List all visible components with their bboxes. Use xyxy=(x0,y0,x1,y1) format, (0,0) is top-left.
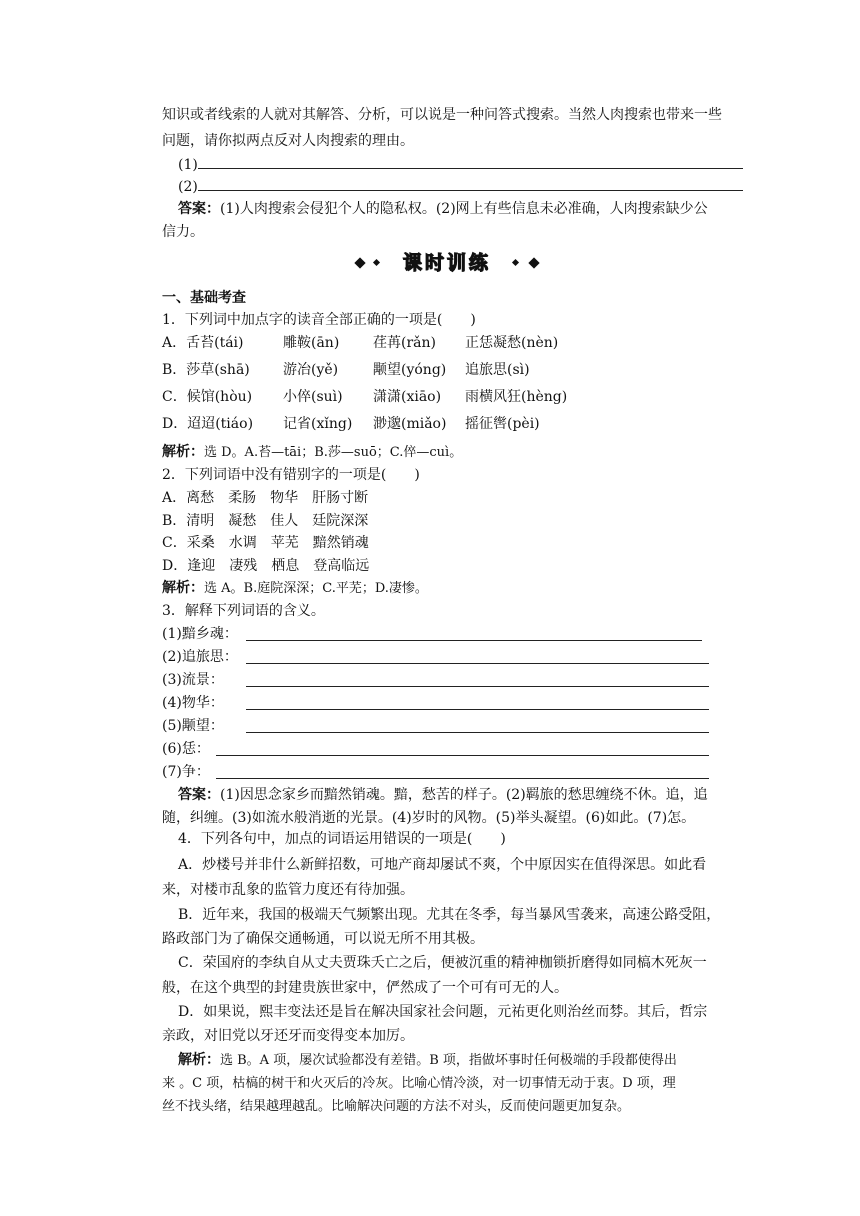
q4-analysis-line-2: 来 。C 项，枯槁的树干和火灭后的冷灰。比喻心情冷淡，对一切事情无动于衷。D 项，理 xyxy=(162,1076,676,1091)
q2-option-d: D．逢迎 凄残 栖息 登高临远 xyxy=(162,558,370,574)
q3-item-2: (2)追旅思： xyxy=(162,647,238,667)
q4-option-d-line-1: D．如果说，熙丰变法还是旨在解决国家社会问题，元祐更化则治丝而棼。其后，哲宗 xyxy=(178,1004,708,1020)
q1-analysis: 解析：选 D。A.苔—tāi；B.莎—suō；C.倅—cuì。 xyxy=(162,444,463,460)
q4-option-b-line-2: 路政部门为了确保交通畅通，可以说无所不用其极。 xyxy=(162,931,484,947)
q4-option-c-line-1: C．荣国府的李纨自从丈夫贾珠夭亡之后，便被沉重的精神枷锁折磨得如同槁木死灰一 xyxy=(178,955,707,971)
q3-answer-line-1: 答案：(1)因思念家乡而黯然销魂。黯，愁苦的样子。(2)羁旅的愁思缠绕不休。追，追 xyxy=(178,787,708,803)
q2-stem: 2．下列词语中没有错别字的一项是( ) xyxy=(162,467,420,483)
intro-answer-line-1: 答案：(1)人肉搜索会侵犯个人的隐私权。(2)网上有些信息未必准确，人肉搜索缺少公 xyxy=(178,201,708,217)
q3-item-5: (5)颙望： xyxy=(162,716,224,736)
q3-item-4: (4)物华： xyxy=(162,693,224,713)
intro-line-2: 问题，请你拟两点反对人肉搜索的理由。 xyxy=(162,133,414,149)
q3-stem: 3．解释下列词语的含义。 xyxy=(162,603,325,619)
diamond-icon xyxy=(512,259,519,266)
diamond-icon xyxy=(528,257,539,268)
lesson-training-banner xyxy=(352,250,542,276)
intro-line-1: 知识或者线索的人就对其解答、分析，可以说是一种问答式搜索。当然人肉搜索也带来一些 xyxy=(162,107,722,123)
q3-item-6: (6)恁： xyxy=(162,739,210,759)
diamond-icon xyxy=(373,259,380,266)
q2-option-b: B．清明 凝愁 佳人 廷院深深 xyxy=(162,513,369,529)
q2-option-a: A．离愁 柔肠 物华 肝肠寸断 xyxy=(162,490,369,506)
q3-answer-line-2: 随，纠缠。(3)如流水般消逝的光景。(4)岁时的风物。(5)举头凝望。(6)如此。(7)怎。 xyxy=(162,810,696,826)
section-title: 一、基础考查 xyxy=(162,290,246,306)
q1-stem: 1．下列词中加点字的读音全部正确的一项是( ) xyxy=(162,312,476,328)
q2-analysis: 解析：选 A。B.庭院深深；C.平芜；D.凄惨。 xyxy=(162,580,428,596)
q4-stem: 4．下列各句中，加点的词语运用错误的一项是( ) xyxy=(178,831,506,847)
diamond-icon xyxy=(354,257,365,268)
answer-blank-2: (2) xyxy=(178,176,743,197)
q4-option-c-line-2: 般，在这个典型的封建贵族世家中，俨然成了一个可有可无的人。 xyxy=(162,980,568,996)
q4-analysis-line-1: 解析：选 B。A 项，屡次试验都没有差错。B 项，指做坏事时任何极端的手段都使得出 xyxy=(178,1052,677,1068)
q4-analysis-line-3: 丝不找头绪，结果越理越乱。比喻解决问题的方法不对头，反而使问题更加复杂。 xyxy=(162,1099,631,1114)
q4-option-b-line-1: B．近年来，我国的极端天气频繁出现。尤其在冬季，每当暴风雪袭来，高速公路受阻， xyxy=(178,907,721,923)
intro-answer-line-2: 信力。 xyxy=(162,224,204,240)
q3-item-3: (3)流景： xyxy=(162,670,224,690)
q3-item-1: (1)黯乡魂： xyxy=(162,624,238,644)
q2-option-c: C．采桑 水调 苹芜 黯然销魂 xyxy=(162,535,369,551)
q4-option-a-line-1: A．炒楼号并非什么新鲜招数，可地产商却屡试不爽，个中原因实在值得深思。如此看 xyxy=(178,857,707,873)
q4-option-a-line-2: 来，对楼市乱象的监管力度还有待加强。 xyxy=(162,882,414,898)
q4-option-d-line-2: 亲政，对旧党以牙还牙而变得变本加厉。 xyxy=(162,1028,414,1044)
answer-blank-1: (1) xyxy=(178,154,743,175)
banner-title: 课时训练 xyxy=(402,252,491,274)
q3-item-7: (7)争： xyxy=(162,762,210,782)
document-page: 知识或者线索的人就对其解答、分析，可以说是一种问答式搜索。当然人肉搜索也带来一些 问题，请你拟两点反对人肉搜索的理由。 (1) (2) 答案：(1)人肉搜索会侵犯个人的隐私权。(2)网上有些信息未必准确，人肉搜索缺少公 信力。 课时训练 一、基础考查 1．下列词中加点字的读音全部正确的一项是( ) A．舌苔(tái) 雕鞍(ān) 荏苒(rǎn) 正恁凝愁(nèn) B．莎草(shā) 游冶(yě) 颙望(yóng) 追旅思(sì) C．候馆(hòu) 小倅(suì) 潇潇(xiāo) 雨横风狂(hèng) D．迢迢(tiáo) 记省(xǐng) 渺邈(miǎo) 摇征辔(pèi) 解析：选 D。A.苔—tāi；B.莎—suō；C.倅—cuì。 2．下列词语中没有错别字的一项是( ) A．离愁 柔肠 物华 肝肠寸断 B．清明 凝愁 佳人 廷院深深 C．采桑 水调 苹芜 黯然销魂 D．逢迎 凄残 栖息 登高临远 解析：选 A。B.庭院深深；C.平芜；D.凄惨。 3．解释下列词语的含义。 (1)黯乡魂： (2)追旅思： (3)流景： (4)物华： (5)颙望： (6)恁： (7)争： 答案：(1)因思念家乡而黯然销魂。黯，愁苦的样子。(2)羁旅的愁思缠绕不休。追，追 随，纠缠。(3)如流水般消逝的光景。(4)岁时的风物。(5)举头凝望。(6)如此。(7)怎。 4．下列各句中，加点的词语运用错误的一项是( ) A．炒楼号并非什么新鲜招数，可地产商却屡试不爽，个中原因实在值得深思。如此看 来，对楼市乱象的监管力度还有待加强。 B．近年来，我国的极端天气频繁出现。尤其在冬季，每当暴风雪袭来，高速公路受阻， 路政部门为了确保交通畅通，可以说无所不用其极。 C．荣国府的李纨自从丈夫贾珠夭亡之后，便被沉重的精神枷锁折磨得如同槁木死灰一 般，在这个典型的封建贵族世家中，俨然成了一个可有可无的人。 D．如果说，熙丰变法还是旨在解决国家社会问题，元祐更化则治丝而棼。其后，哲宗 亲政，对旧党以牙还牙而变得变本加厉。 解析：选 B。A 项，屡次试验都没有差错。B 项，指做坏事时任何极端的手段都使得出 来 。C 项，枯槁的树干和火灭后的冷灰。比喻心情冷淡，对一切事情无动于衷。D 项，理 丝不找头绪，结果越理越乱。比喻解决问题的方法不对头，反而使问题更加复杂。 xyxy=(0,0,860,1216)
